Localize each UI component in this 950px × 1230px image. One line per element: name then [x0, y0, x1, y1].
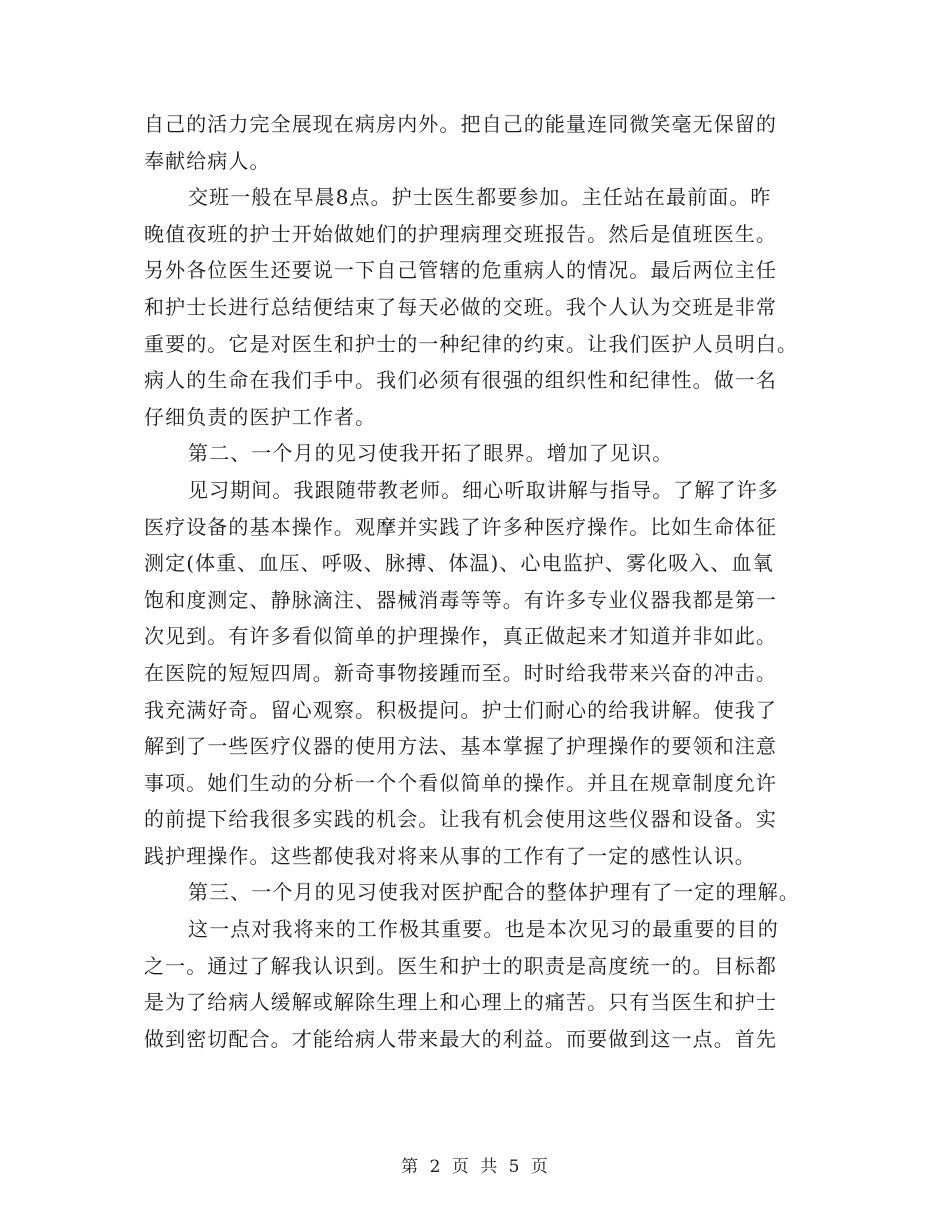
text-line: 事项。她们生动的分析一个个看似简单的操作。并且在规章制度允许: [144, 770, 777, 795]
text-line: 测定(体重、血压、呼吸、脉搏、体温)、心电监护、雾化吸入、血氧: [144, 551, 774, 576]
text-line: 做到密切配合。才能给病人带来最大的利益。而要做到这一点。首先: [144, 1026, 777, 1051]
text-line: 仔细负责的医护工作者。: [144, 404, 377, 429]
text-line: 我充满好奇。留心观察。积极提问。护士们耐心的给我讲解。使我了: [144, 697, 777, 722]
text-line: 第三、一个月的见习使我对医护配合的整体护理有了一定的理解。: [188, 880, 800, 905]
footer-total-pages: 5: [508, 1157, 521, 1177]
page-footer: [0, 1152, 950, 1177]
text-line: 另外各位医生还要说一下自己管辖的危重病人的情况。最后两位主任: [144, 258, 777, 283]
footer-suffix: 页: [530, 1157, 549, 1177]
text-line: 重要的。它是对医生和护士的一种纪律的约束。让我们医护人员明白。: [144, 331, 799, 356]
text-line: 在医院的短短四周。新奇事物接踵而至。时时给我带来兴奋的冲击。: [144, 660, 777, 685]
text-line: 自己的活力完全展现在病房内外。把自己的能量连同微笑毫无保留的: [144, 112, 777, 136]
text-line: 的前提下给我很多实践的机会。让我有机会使用这些仪器和设备。实: [144, 807, 777, 832]
footer-current-page: 2: [429, 1157, 442, 1177]
footer-prefix: 第: [401, 1157, 420, 1177]
text-line: 解到了一些医疗仪器的使用方法、基本掌握了护理操作的要领和注意: [144, 734, 777, 759]
text-line: 次见到。有许多看似简单的护理操作，真正做起来才知道并非如此。: [144, 624, 777, 649]
body-text: [144, 106, 814, 1057]
text-line: 晚值夜班的护士开始做她们的护理病理交班报告。然后是值班医生。: [144, 221, 777, 246]
text-line: 饱和度测定、静脉滴注、器械消毒等等。有许多专业仪器我都是第一: [144, 587, 777, 612]
text-line: 是为了给病人缓解或解除生理上和心理上的痛苦。只有当医生和护士: [144, 990, 777, 1015]
text-line: 奉献给病人。: [144, 148, 271, 173]
text-line: 这一点对我将来的工作极其重要。也是本次见习的最重要的目的: [188, 917, 779, 942]
text-line: 见习期间。我跟随带教老师。细心听取讲解与指导。了解了许多: [188, 477, 779, 502]
text-line: 第二、一个月的见习使我开拓了眼界。增加了见识。: [188, 441, 674, 466]
footer-total-word: 共: [480, 1157, 499, 1177]
text-line: 和护士长进行总结便结束了每天必做的交班。我个人认为交班是非常: [144, 294, 777, 319]
text-line: 践护理操作。这些都使我对将来从事的工作有了一定的感性认识。: [144, 843, 756, 868]
footer-page-word: 页: [451, 1157, 470, 1177]
text-line: 交班一般在早晨8点。护士医生都要参加。主任站在最前面。昨: [188, 185, 772, 210]
text-line: 医疗设备的基本操作。观摩并实践了许多种医疗操作。比如生命体征: [144, 514, 777, 539]
text-line: 病人的生命在我们手中。我们必须有很强的组织性和纪律性。做一名: [144, 368, 777, 393]
text-line: 之一。通过了解我认识到。医生和护士的职责是高度统一的。目标都: [144, 953, 777, 978]
